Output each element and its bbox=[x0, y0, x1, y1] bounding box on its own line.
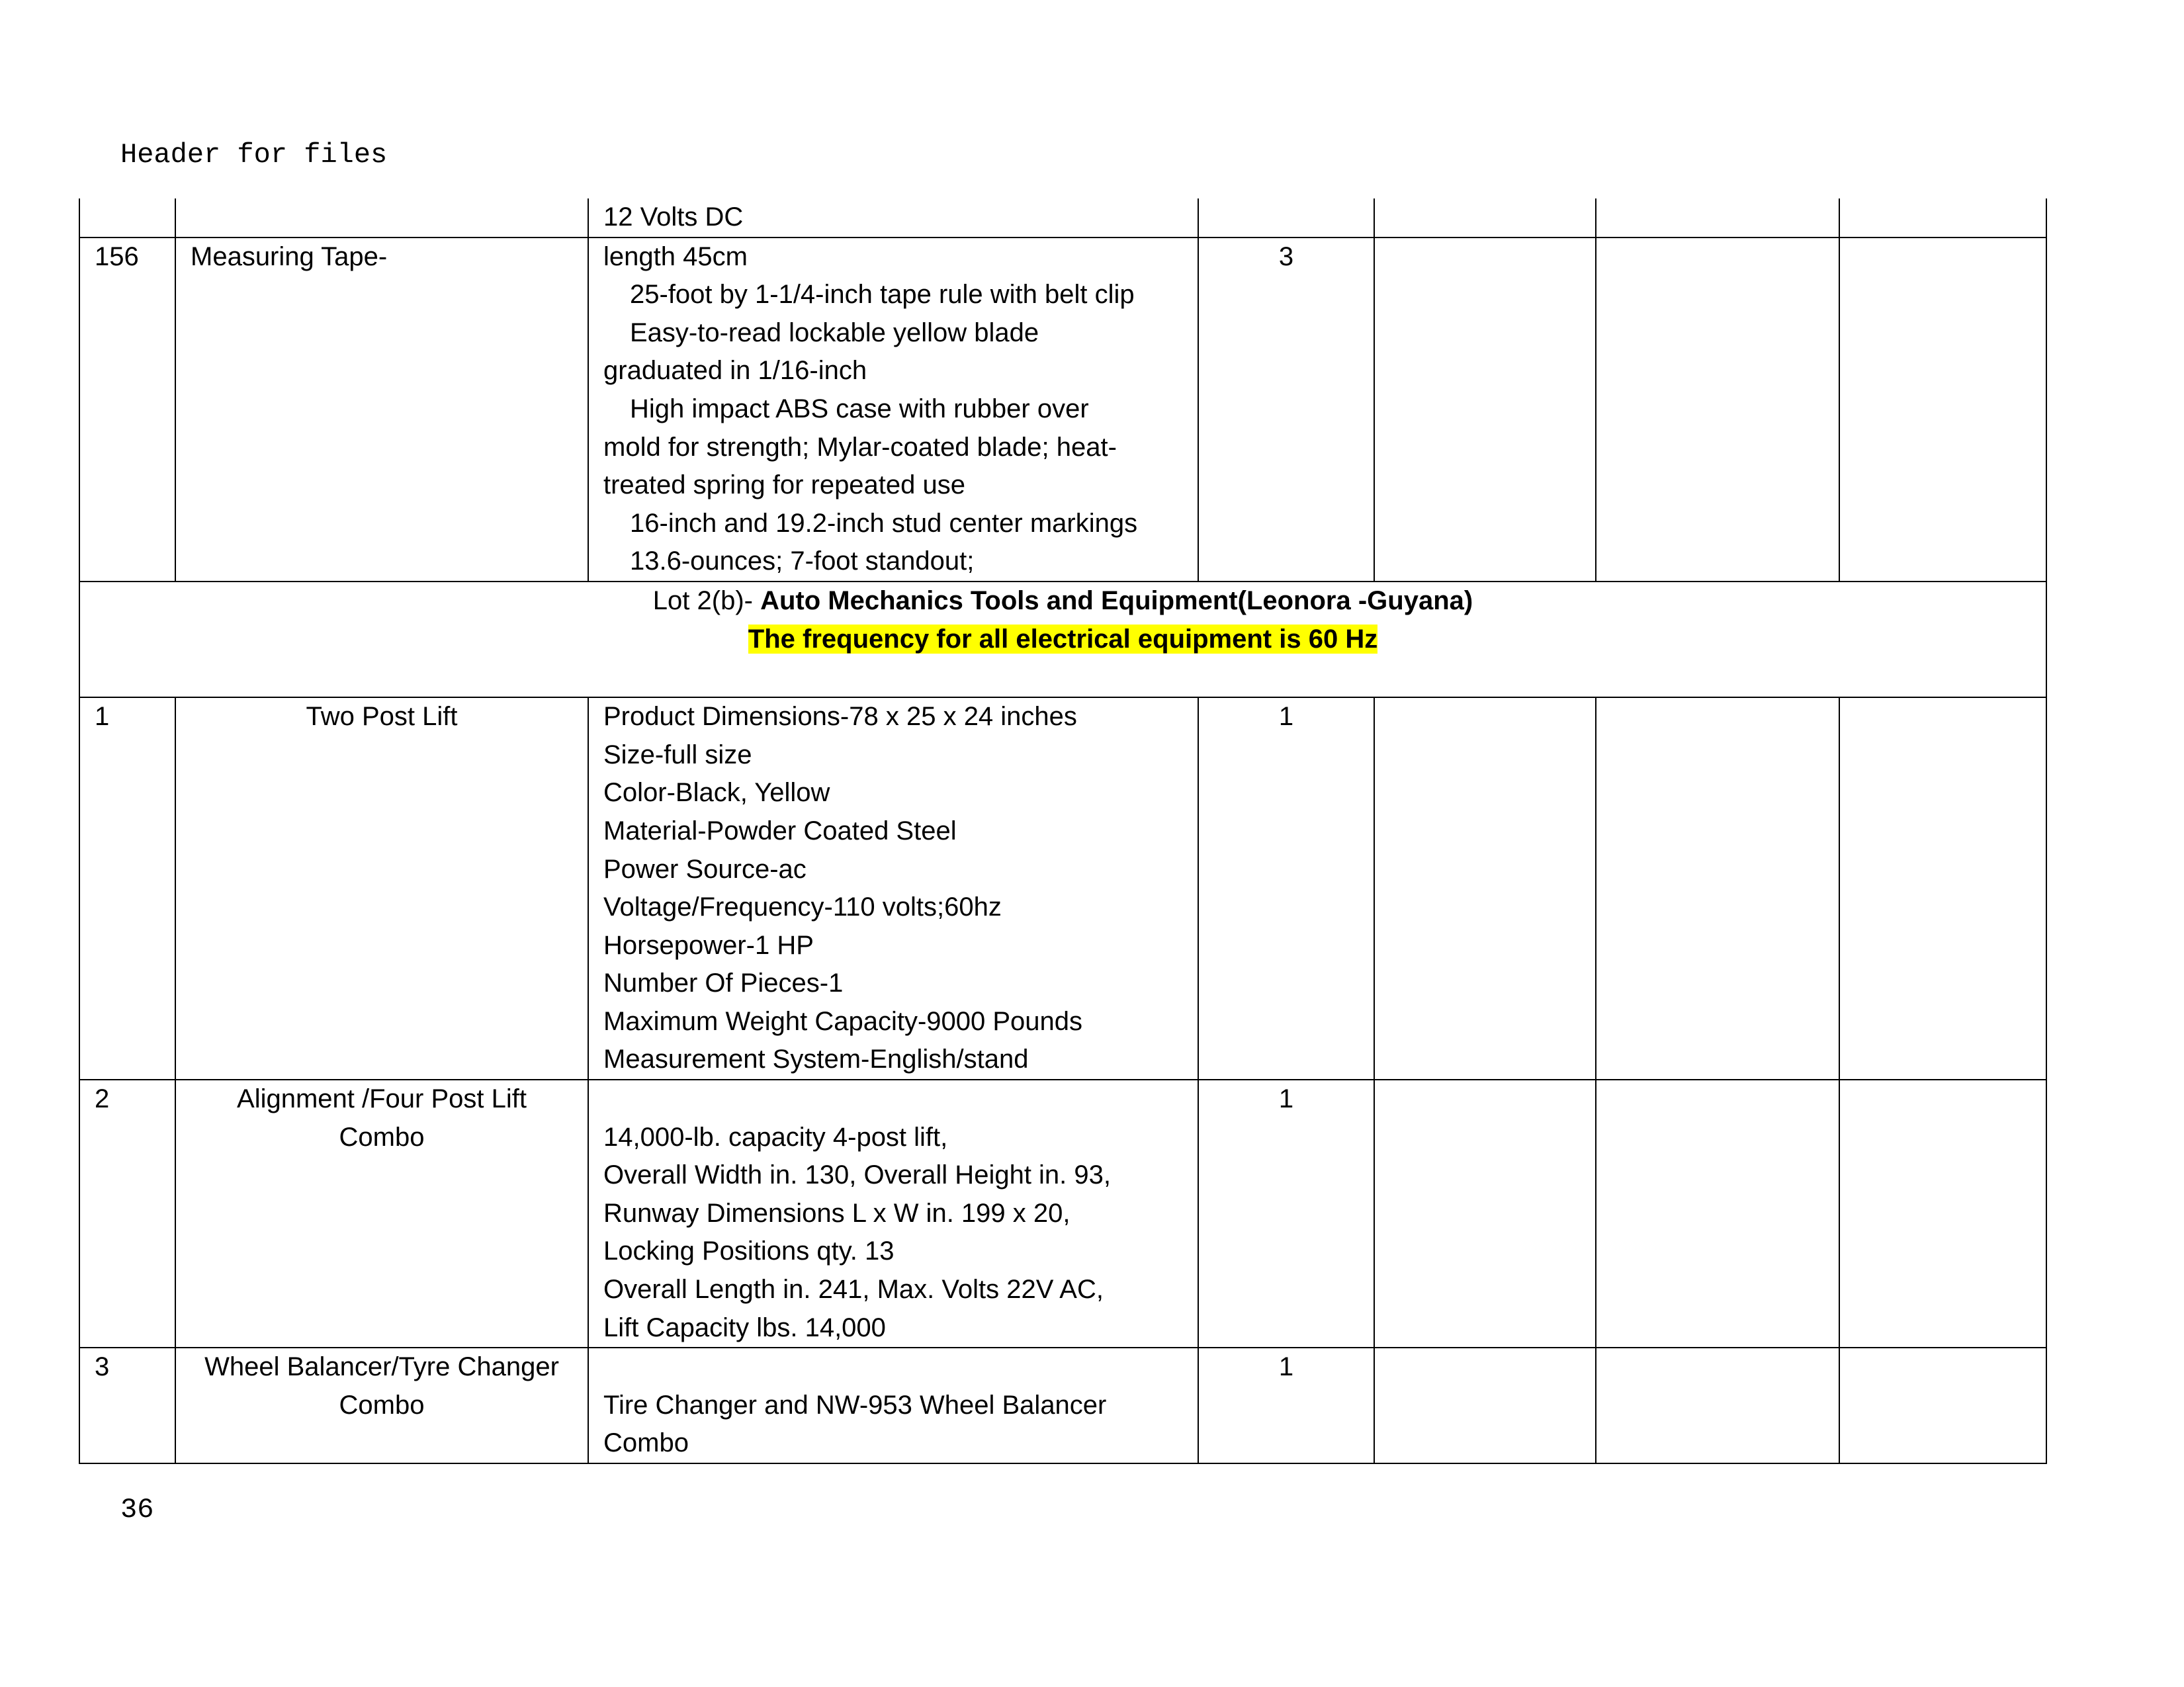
item-name-cell: Two Post Lift bbox=[175, 697, 588, 1080]
empty-cell bbox=[1596, 1348, 1839, 1463]
item-spec-cell bbox=[588, 1348, 1198, 1463]
item-spec-cell bbox=[588, 238, 1198, 582]
empty-cell bbox=[1374, 697, 1596, 1080]
empty-cell bbox=[1839, 1348, 2046, 1463]
spec-line: Horsepower-1 HP bbox=[603, 930, 814, 960]
spec-line: Overall Length in. 241, Max. Volts 22V AC, bbox=[603, 1275, 1104, 1305]
spec-line: 25-foot by 1-1/4-inch tape rule with belt clip bbox=[630, 280, 1135, 310]
item-name-cell bbox=[175, 198, 588, 238]
item-spec-cell bbox=[588, 198, 1198, 238]
spec-line: Voltage/Frequency-110 volts;60hz bbox=[603, 892, 1002, 922]
item-number-cell: 1 bbox=[79, 697, 175, 1080]
lot-prefix: Lot 2(b)- bbox=[652, 585, 761, 615]
spec-line: Measurement System-English/stand bbox=[603, 1045, 1029, 1074]
spec-line: Locking Positions qty. 13 bbox=[603, 1236, 895, 1266]
item-name-cell bbox=[175, 1348, 588, 1463]
spec-line: Combo bbox=[603, 1428, 689, 1458]
spec-line: Number Of Pieces-1 bbox=[603, 969, 844, 998]
spec-line: Tire Changer and NW-953 Wheel Balancer bbox=[603, 1390, 1107, 1420]
empty-cell bbox=[1596, 697, 1839, 1080]
quantity-cell: 3 bbox=[1198, 238, 1374, 582]
quantity-cell: 1 bbox=[1198, 1080, 1374, 1348]
empty-cell bbox=[1374, 1348, 1596, 1463]
spec-line: Size-full size bbox=[603, 740, 752, 769]
empty-cell bbox=[1839, 697, 2046, 1080]
item-name-line: Combo bbox=[339, 1122, 425, 1152]
spec-line: length 45cm bbox=[603, 241, 748, 271]
empty-cell bbox=[1839, 198, 2046, 238]
item-number-cell bbox=[79, 198, 175, 238]
empty-cell bbox=[1839, 238, 2046, 582]
page-number: 36 bbox=[120, 1494, 154, 1526]
spec-line: Overall Width in. 130, Overall Height in. 93, bbox=[603, 1160, 1112, 1190]
item-name-line: Combo bbox=[339, 1390, 425, 1420]
empty-cell bbox=[1374, 238, 1596, 582]
table-row bbox=[79, 697, 2046, 1080]
spec-line: 14,000-lb. capacity 4-post lift, bbox=[603, 1122, 948, 1152]
empty-cell bbox=[1374, 1080, 1596, 1348]
empty-cell bbox=[1839, 1080, 2046, 1348]
lot-heading-cell bbox=[79, 582, 2046, 697]
spec-line: 13.6-ounces; 7-foot standout; bbox=[630, 546, 975, 576]
quantity-cell: 1 bbox=[1198, 697, 1374, 1080]
spec-line: 12 Volts DC bbox=[603, 202, 744, 232]
table-row bbox=[79, 238, 2046, 582]
item-name-cell bbox=[175, 1080, 588, 1348]
spec-line: mold for strength; Mylar-coated blade; heat- bbox=[603, 432, 1117, 462]
spec-line: 16-inch and 19.2-inch stud center markings bbox=[630, 508, 1138, 538]
item-number-cell: 156 bbox=[79, 238, 175, 582]
table-row bbox=[79, 1348, 2046, 1463]
spec-line: Color-Black, Yellow bbox=[603, 778, 830, 808]
lot-title: Auto Mechanics Tools and Equipment(Leonora -Guyana) bbox=[760, 585, 1473, 615]
item-spec-cell bbox=[588, 697, 1198, 1080]
item-name-line: Alignment /Four Post Lift bbox=[237, 1084, 527, 1114]
equipment-table bbox=[79, 198, 2047, 1464]
spec-line: Product Dimensions-78 x 25 x 24 inches bbox=[603, 702, 1077, 732]
spec-line: Maximum Weight Capacity-9000 Pounds bbox=[603, 1006, 1083, 1036]
item-name-line: Wheel Balancer/Tyre Changer bbox=[204, 1352, 559, 1382]
lot-heading-row bbox=[79, 582, 2046, 697]
page-header: Header for files bbox=[120, 139, 388, 171]
spec-line: Easy-to-read lockable yellow blade bbox=[630, 318, 1039, 347]
spec-line: Lift Capacity lbs. 14,000 bbox=[603, 1313, 886, 1342]
table-row bbox=[79, 1080, 2046, 1348]
spacer-line bbox=[603, 1080, 1183, 1119]
item-name-cell: Measuring Tape- bbox=[175, 238, 588, 582]
empty-cell bbox=[1374, 198, 1596, 238]
spec-line: Runway Dimensions L x W in. 199 x 20, bbox=[603, 1198, 1070, 1228]
item-number-cell: 3 bbox=[79, 1348, 175, 1463]
empty-cell bbox=[1596, 198, 1839, 238]
quantity-cell: 1 bbox=[1198, 1348, 1374, 1463]
quantity-cell bbox=[1198, 198, 1374, 238]
frequency-note: The frequency for all electrical equipment is 60 Hz bbox=[748, 624, 1378, 654]
table-row bbox=[79, 198, 2046, 238]
item-number-cell: 2 bbox=[79, 1080, 175, 1348]
empty-cell bbox=[1596, 238, 1839, 582]
spec-line: graduated in 1/16-inch bbox=[603, 356, 867, 386]
empty-cell bbox=[1596, 1080, 1839, 1348]
spec-line: treated spring for repeated use bbox=[603, 470, 966, 500]
spec-line: Power Source-ac bbox=[603, 854, 807, 884]
spec-line: Material-Powder Coated Steel bbox=[603, 816, 957, 845]
item-spec-cell bbox=[588, 1080, 1198, 1348]
spacer-line bbox=[603, 1348, 1183, 1387]
spec-line: High impact ABS case with rubber over bbox=[630, 394, 1089, 423]
